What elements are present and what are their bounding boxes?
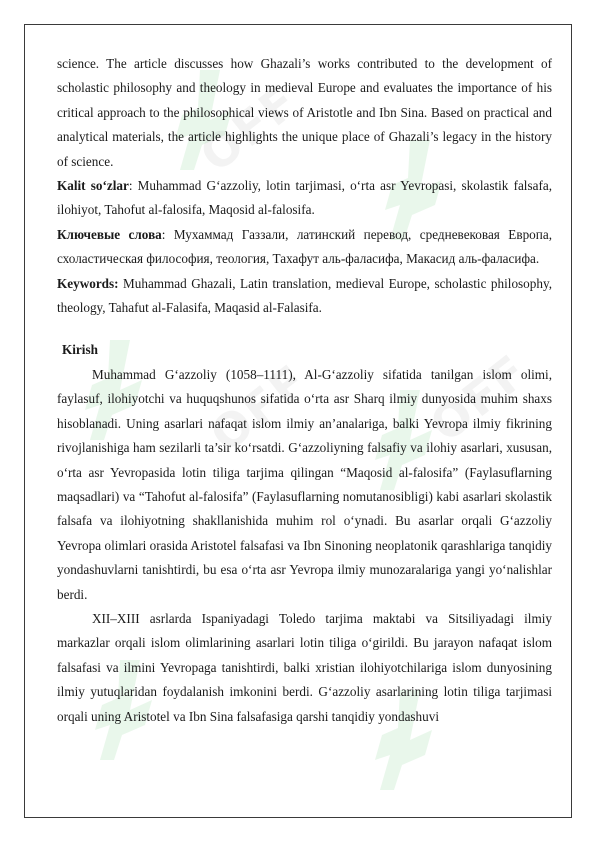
keywords-en-label: Keywords: <box>57 275 119 291</box>
keywords-uz <box>57 174 552 223</box>
keywords-ru-label: Ключевые слова <box>57 226 162 242</box>
keywords-uz-text: : Muhammad G‘azzoliy, lotin tarjimasi, o‘rta asr Yevropasi, skolastik falsafa, ilohiyot, Tahofut al-falosifa, Maqosid al-falosifa. <box>57 178 552 218</box>
keywords-ru-text: : Мухаммад Газзали, латинский перевод, средневековая Европа, схоластическая философия, теология, Тахафут аль-фаласифа, Макасид аль-фаласифа. <box>57 226 552 267</box>
abstract-en-tail: science. The article discusses how Ghazali’s works contributed to the development of scholastic philosophy and theology in medieval Europe and evaluates the importance of his critical approach to the philosophical views of Aristotle and Ibn Sina. Based on practical and analytical materials, the article highlights the unique place of Ghazali’s legacy in the history of science. <box>57 56 552 169</box>
watermark-text: OFF <box>200 353 319 463</box>
paragraph: XII–XIII asrlarda Ispaniyadagi Toledo tarjima maktabi va Sitsiliyadagi ilmiy markazlar orqali islom olimlarining asarlari lotin tiliga o‘girildi. Bu jarayon nafaqat islom falsafasi va ilmini Yevropaga tanishtirdi, balki xristian ilohiyotchilariga islom dunyosining ilmiy yutuqlaridan foydalanish imkonini berdi. G‘azzoliy asarlarining lotin tiliga tarjimasi orqali uning Aristotel va Ibn Sina falsafasiga qarshi tanqidiy yondashuvi <box>57 610 552 724</box>
keywords-en <box>57 272 552 321</box>
watermark-text: OFF <box>190 73 309 183</box>
watermark-text: OFF <box>420 343 539 453</box>
document-body <box>57 52 552 729</box>
keywords-uz-label: Kalit so‘zlar <box>57 178 129 194</box>
paragraph: Muhammad G‘azzoliy (1058–1111), Al-G‘azzoliy sifatida tanilgan islom olimi, faylasuf, ilohiyotchi va huquqshunos sifatida o‘rta asr Sharq ilmiy dunyosida muhim shaxs hisoblanadi. Uning asarlari nafaqat islom ilmiy an’analariga, balki Yevropa ilmiy fikrining rivojlanishiga ham sezilarli ta’sir ko‘rsatdi. G‘azzoliyning falsafiy va ilohiy asarlari, xususan, o‘rta asr Yevropasida lotin tiliga tarjima qilingan “Maqosid al-falosifa” (Faylasuflarning maqsadlari) va “Tahofut al-falosifa” (Faylasuflarning nomutanosibligi) kabi asarlari skolastik falsafa va ilohiyotning shakllanishida muhim rol o‘ynadi. Bu asarlar orqali G‘azzoliy Yevropa olimlari orasida Aristotel falsafasi va Ibn Sinoning neoplatonik qarashlariga tanqidiy yondashuvlarni tanishtirdi, bu esa o‘rta asr Yevropa ilmiy munozaralariga yangi yo‘nalishlar berdi. <box>57 366 552 602</box>
keywords-en-text: Muhammad Ghazali, Latin translation, medieval Europe, scholastic philosophy, theology, Tahafut al-Falasifa, Maqasid al-Falasifa. <box>57 275 552 316</box>
keywords-ru <box>57 223 552 272</box>
section-heading: Kirish <box>62 342 98 358</box>
